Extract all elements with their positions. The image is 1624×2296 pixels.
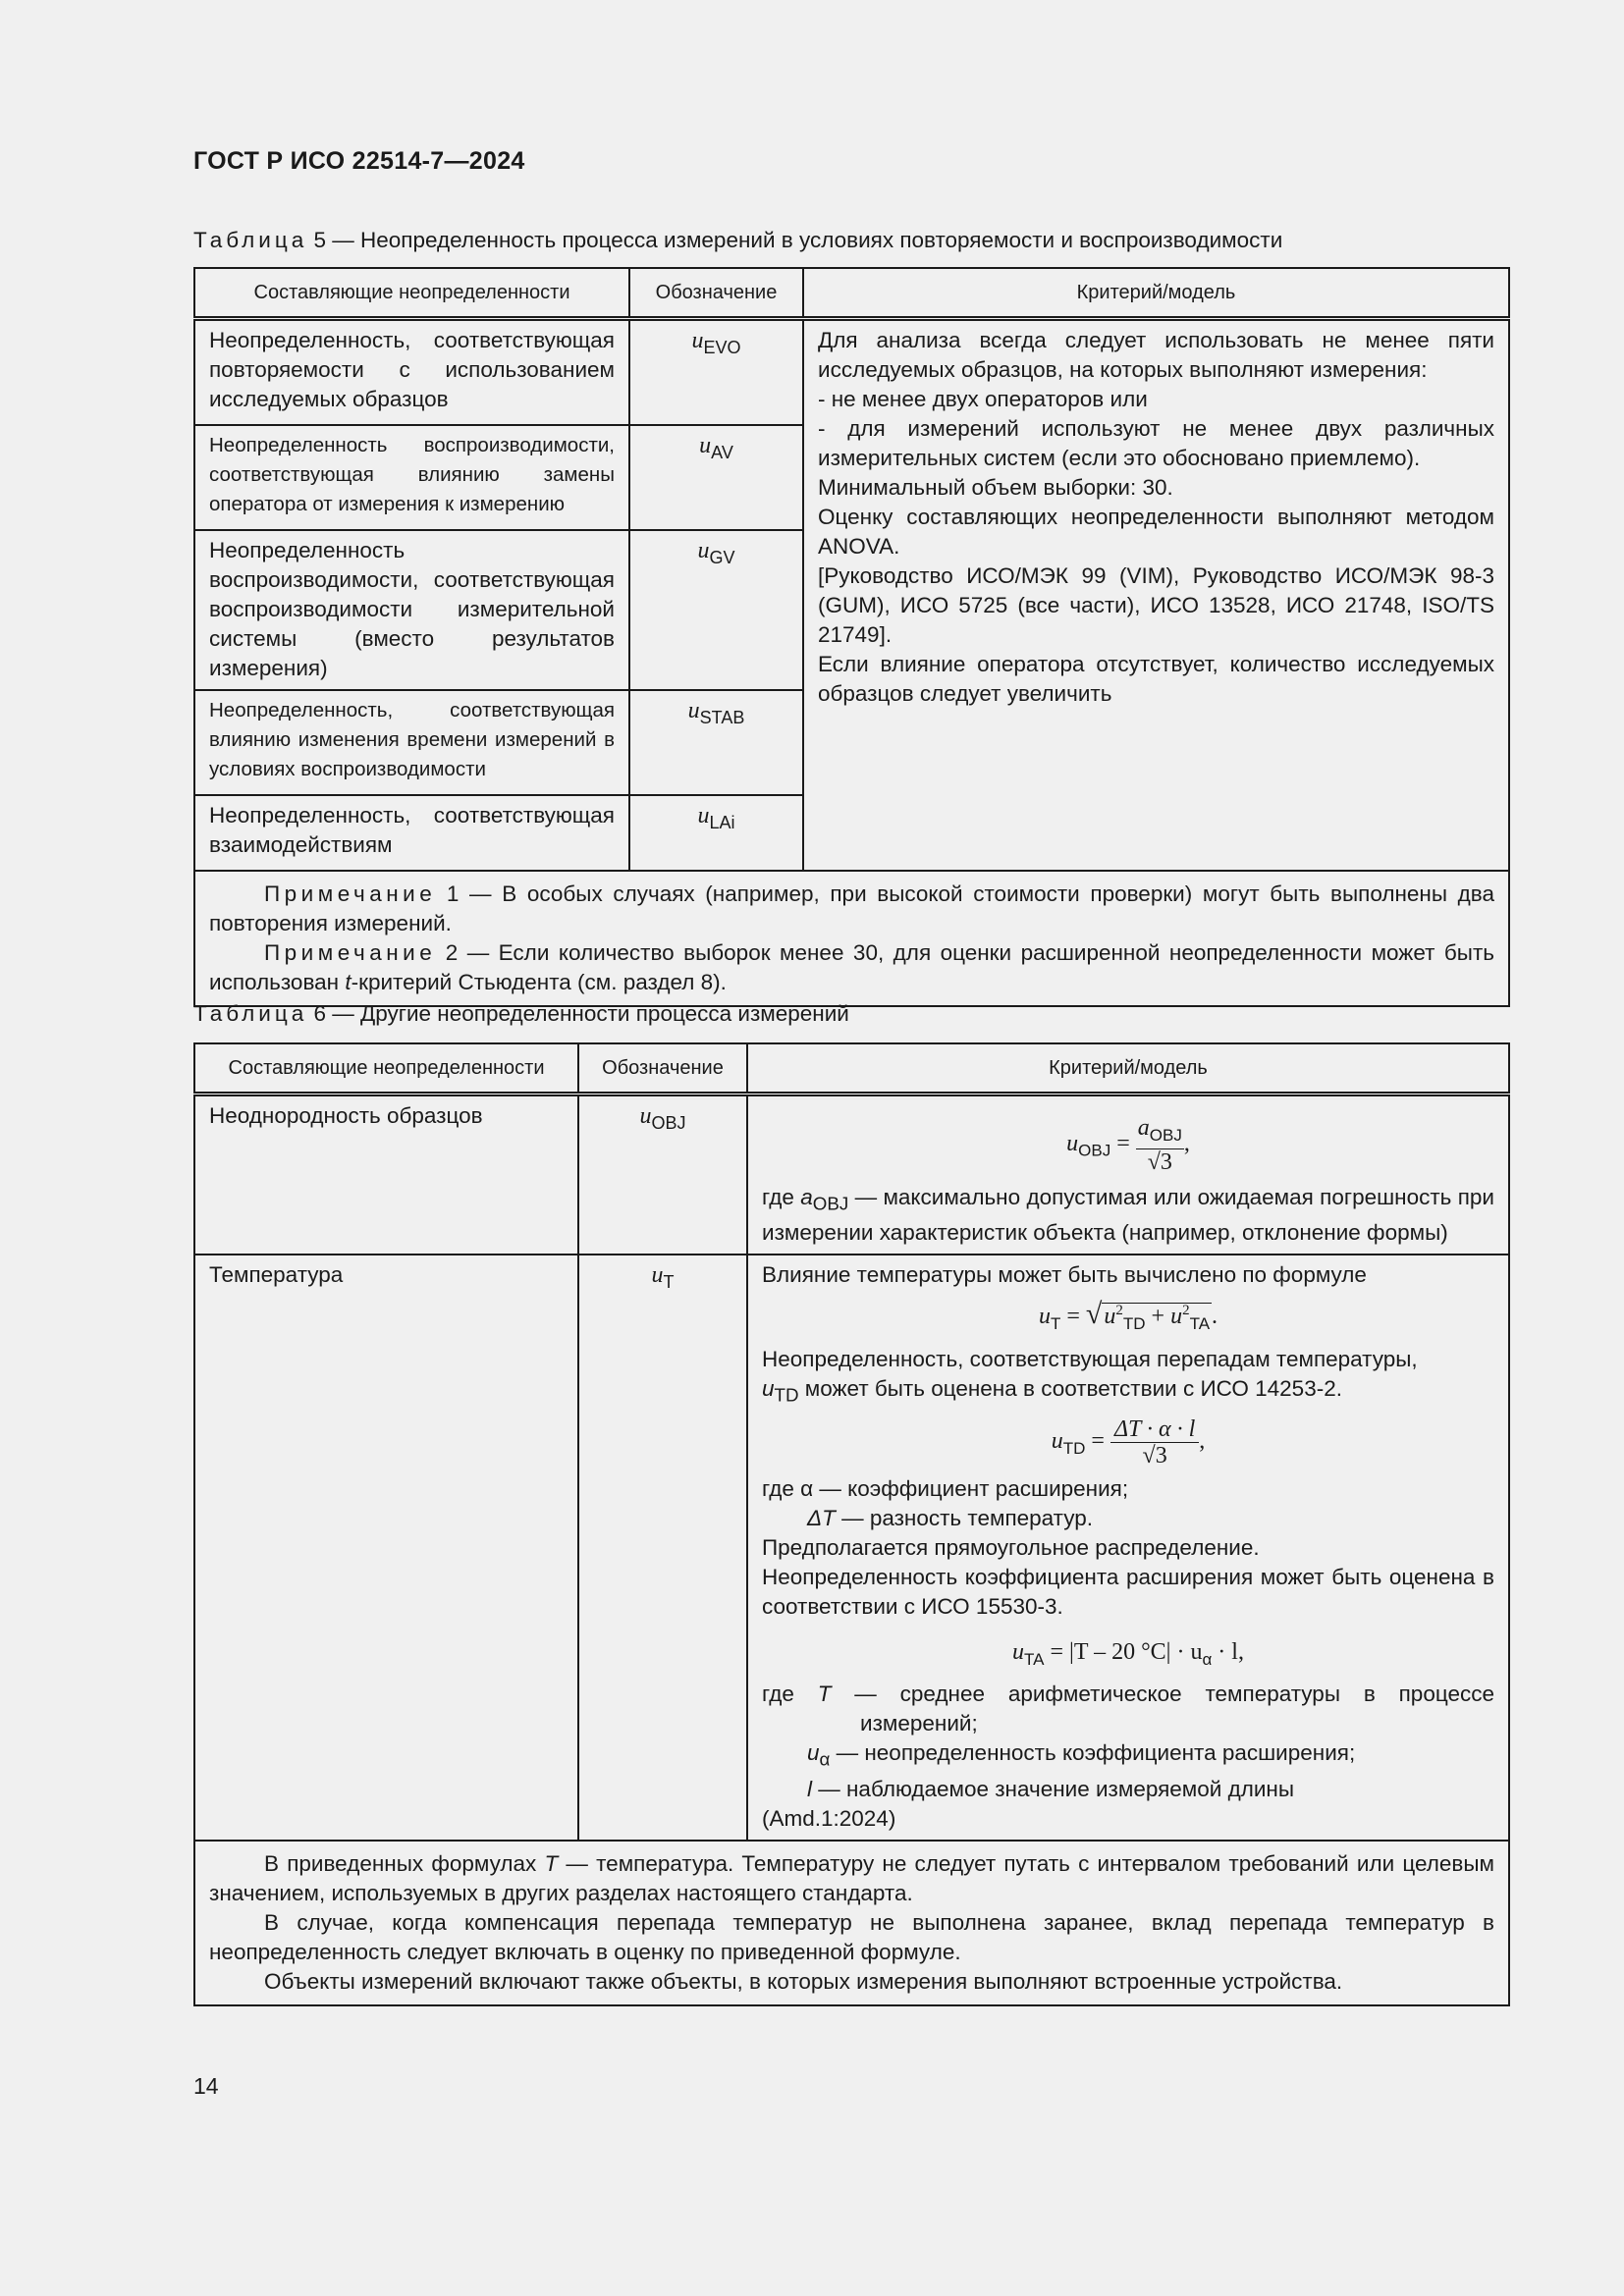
fraction-denominator <box>1110 1443 1199 1468</box>
page-number: 14 <box>193 2073 219 2099</box>
criterion-line: - для измерений используют не менее двух различных измерительных систем (если это обосновано приемлемо). <box>818 416 1494 470</box>
table5-component-cell: Неопределенность, соответствующая взаимодействиям <box>194 795 629 871</box>
note-2 <box>209 938 1494 997</box>
footer-line <box>209 1967 1494 1997</box>
td-text-line1: Неопределенность, соответствующая перепадам температуры, <box>762 1347 1418 1372</box>
note-1 <box>209 880 1494 938</box>
formula-subscript: TD <box>1122 1314 1146 1334</box>
sqrt-sign: √ <box>1142 1442 1156 1468</box>
where-symbol: u <box>807 1740 820 1766</box>
where-symbol: α <box>800 1475 814 1501</box>
symbol-subscript: AV <box>711 442 733 462</box>
footer-text: Объекты измерений включают также объекты, в которых измерения выполняют встроенные устройства. <box>264 1968 1343 1994</box>
where-obj <box>762 1183 1494 1249</box>
symbol-subscript: STAB <box>699 707 745 727</box>
formula-subscript: α <box>1202 1649 1213 1669</box>
where-text: — среднее арифметическое температуры в процессе измерений; <box>831 1682 1494 1736</box>
table5-caption-word: Таблица <box>193 228 308 252</box>
table6-caption-word: Таблица <box>193 1001 308 1026</box>
formula-subscript: T <box>1050 1314 1061 1334</box>
sqrt-sign: √ <box>1147 1148 1161 1175</box>
symbol-letter: u <box>639 1103 652 1129</box>
sqrt-radicand: 3 <box>1155 1442 1167 1468</box>
table5-symbol-cell <box>629 795 803 871</box>
note-label: Примечание <box>264 940 437 965</box>
symbol-letter: u <box>651 1262 664 1289</box>
fraction-numerator <box>1136 1115 1184 1149</box>
equals-sign: = <box>1116 1130 1130 1156</box>
criterion-line: [Руководство ИСО/МЭК 99 (VIM), Руководство ИСО/МЭК 98-3 (GUM), ИСО 5725 (все части), ИСО 13528, ИСО 21748, ISO/TS 21749]. <box>818 563 1494 647</box>
note-text: 2 — Если количество выборок менее 30, для оценки расширенной неопределенности может быть использован <box>209 940 1494 994</box>
table6-criterion-cell <box>747 1095 1509 1255</box>
symbol-subscript: EVO <box>703 337 741 357</box>
where-text: — наблюдаемое значение измеряемой длины <box>812 1776 1295 1801</box>
where-text: — максимально допустимая или ожидаемая погрешность при измерении характеристик объекта (например, отклонение формы) <box>762 1184 1494 1246</box>
where-symbol: l <box>807 1776 812 1801</box>
note-text: 1 — В особых случаях (например, при высокой стоимости проверки) могут быть выполнены два повторения измерений. <box>209 881 1494 935</box>
table-row <box>194 319 1509 426</box>
table5 <box>193 267 1510 1007</box>
table6-symbol-cell <box>578 1095 747 1255</box>
formula-symbol: u <box>1038 1304 1051 1330</box>
table6-component-cell: Температура <box>194 1255 578 1841</box>
where-symbol: ΔT <box>807 1505 836 1530</box>
expansion-text: Неопределенность коэффициента расширения может быть оценена в соответствии с ИСО 15530-3. <box>762 1564 1494 1619</box>
footer-line <box>209 1908 1494 1967</box>
table6-component-cell: Неоднородность образцов <box>194 1095 578 1255</box>
table5-symbol-cell <box>629 530 803 690</box>
formula-u-td: $u_{TD}$ = $\frac{\Delta T \cdot \alpha \cdot l}{√3}$ , <box>1051 1415 1206 1468</box>
table6-col-symbol: Обозначение <box>578 1043 747 1095</box>
where-alpha <box>762 1474 1494 1504</box>
footer-text: В приведенных формулах <box>264 1850 545 1876</box>
fraction <box>1136 1115 1184 1175</box>
symbol-letter: u <box>697 803 710 828</box>
symbol-letter: u <box>687 698 700 723</box>
criterion-line: Оценку составляющих неопределенности выполняют методом ANOVA. <box>818 505 1494 559</box>
formula-u-t: $u_T = √u^2_{TD} + u^2_{TA}$. <box>1038 1298 1218 1334</box>
where-t <box>762 1680 1494 1738</box>
table6-header-row <box>194 1043 1509 1095</box>
table6-caption-text: 6 — Другие неопределенности процесса измерений <box>313 1001 849 1026</box>
table5-criterion-cell <box>803 319 1509 872</box>
where-text: — коэффициент расширения; <box>813 1475 1129 1501</box>
td-text <box>762 1345 1494 1411</box>
formula-tail: · l, <box>1212 1638 1244 1665</box>
table5-notes-cell <box>194 871 1509 1006</box>
formula-subscript: OBJ <box>1078 1141 1111 1160</box>
criterion-line: Если влияние оператора отсутствует, количество исследуемых образцов следует увеличить <box>818 652 1494 706</box>
where-delta-t <box>762 1504 1494 1533</box>
symbol-letter: u <box>691 328 704 353</box>
footer-text-tail: — температура. Температуру не следует путать с интервалом требований или целевым значением, используемых в других разделах настоящего стандарта. <box>209 1850 1494 1905</box>
fraction-numerator: ΔT · α · l <box>1110 1416 1199 1443</box>
table5-component-cell: Неопределенность воспроизводимости, соответствующая влиянию замены оператора от измерения к измерению <box>194 425 629 530</box>
table5-col-criterion: Критерий/модель <box>803 268 1509 319</box>
symbol-subscript: T <box>663 1272 675 1293</box>
formula-rhs: = |T – 20 °C| · u <box>1050 1638 1203 1665</box>
formula-subscript: TD <box>1062 1438 1086 1458</box>
table5-header-row <box>194 268 1509 319</box>
formula-subscript: TA <box>1024 1649 1045 1669</box>
table6-criterion-cell <box>747 1255 1509 1841</box>
sqrt-sign: √ <box>1085 1298 1103 1331</box>
footer-line <box>209 1849 1494 1908</box>
fraction <box>1110 1416 1199 1468</box>
fraction-denominator <box>1136 1149 1184 1175</box>
table6-footer-row <box>194 1841 1509 2005</box>
note-italic: t <box>345 970 352 994</box>
formula-u-ta: $u_{TA} = |T - 20$ $^\circ C| \cdot u_\alpha \cdot l$, <box>1012 1638 1244 1669</box>
table5-caption-text: 5 — Неопределенность процесса измерений в условиях повторяемости и воспроизводимости <box>313 228 1283 252</box>
table5-col-symbol: Обозначение <box>629 268 803 319</box>
table5-component-cell: Неопределенность воспроизводимости, соответствующая воспроизводимости измерительной системы (вместо результатов измерения) <box>194 530 629 690</box>
where-text: — неопределенность коэффициента расширения; <box>830 1740 1356 1766</box>
table5-component-cell: Неопределенность, соответствующая влиянию изменения времени измерений в условиях воспроизводимости <box>194 690 629 795</box>
criterion-line: Минимальный объем выборки: 30. <box>818 475 1173 500</box>
table6-col-component: Составляющие неопределенности <box>194 1043 578 1095</box>
table5-symbol-cell <box>629 425 803 530</box>
where-subscript: OBJ <box>812 1193 849 1214</box>
symbol-subscript: LAi <box>709 812 735 832</box>
td-subscript: TD <box>774 1384 799 1406</box>
table6-footer-cell <box>194 1841 1509 2005</box>
where-prefix: где <box>762 1682 818 1707</box>
footer-italic: T <box>544 1850 559 1876</box>
sqrt-radicand: $u^2_{TD} + u^2_{TA}$ <box>1104 1303 1211 1334</box>
document-code: ГОСТ Р ИСО 22514-7—2024 <box>193 147 525 175</box>
table6-symbol-cell <box>578 1255 747 1841</box>
criterion-line: Для анализа всегда следует использовать не менее пяти исследуемых образцов, на которых выполняют измерения: <box>818 328 1494 382</box>
table5-component-cell: Неопределенность, соответствующая повторяемости с использованием исследуемых образцов <box>194 319 629 426</box>
note-label: Примечание <box>264 881 437 906</box>
formula-u-obj: $u_{OBJ}$ = $a_{OBJ}$ √3 , <box>1066 1115 1190 1175</box>
temp-intro: Влияние температуры может быть вычислено по формуле <box>762 1262 1367 1288</box>
where-u-alpha <box>762 1738 1494 1775</box>
table5-caption <box>193 228 1282 253</box>
td-text-line2: может быть оценена в соответствии с ИСО 14253-2. <box>798 1376 1342 1402</box>
table5-notes-row <box>194 871 1509 1006</box>
formula-subscript: TA <box>1189 1314 1211 1334</box>
where-text: — разность температур. <box>835 1505 1093 1530</box>
symbol-letter: u <box>699 433 712 458</box>
amendment-ref: (Amd.1:2024) <box>762 1805 896 1831</box>
where-prefix: где <box>762 1184 801 1209</box>
td-symbol: u <box>762 1376 775 1402</box>
footer-text: В случае, когда компенсация перепада температур не выполнена заранее, вклад перепада температур в неопределенность следует включать в оценку по приведенной формуле. <box>209 1909 1494 1964</box>
sqrt-radicand: 3 <box>1160 1148 1172 1175</box>
table-row <box>194 1255 1509 1841</box>
distribution-text: Предполагается прямоугольное распределение. <box>762 1534 1260 1560</box>
table6 <box>193 1042 1510 2006</box>
where-symbol: a <box>800 1184 813 1209</box>
table-row <box>194 1095 1509 1255</box>
table6-caption <box>193 1001 849 1027</box>
table5-symbol-cell <box>629 319 803 426</box>
formula-subscript: OBJ <box>1149 1125 1182 1145</box>
where-prefix: где <box>762 1475 801 1501</box>
where-symbol: T <box>817 1682 832 1707</box>
table6-col-criterion: Критерий/модель <box>747 1043 1509 1095</box>
formula-symbol: a <box>1137 1115 1150 1141</box>
where-l <box>762 1775 1494 1804</box>
symbol-subscript: GV <box>709 547 735 567</box>
table5-symbol-cell <box>629 690 803 795</box>
symbol-subscript: OBJ <box>651 1112 686 1133</box>
note-text-tail: -критерий Стьюдента (см. раздел 8). <box>351 970 727 994</box>
criterion-line: - не менее двух операторов или <box>818 387 1148 411</box>
formula-symbol: u <box>1066 1130 1079 1156</box>
symbol-letter: u <box>697 538 710 563</box>
table5-col-component: Составляющие неопределенности <box>194 268 629 319</box>
where-subscript: α <box>819 1748 831 1770</box>
